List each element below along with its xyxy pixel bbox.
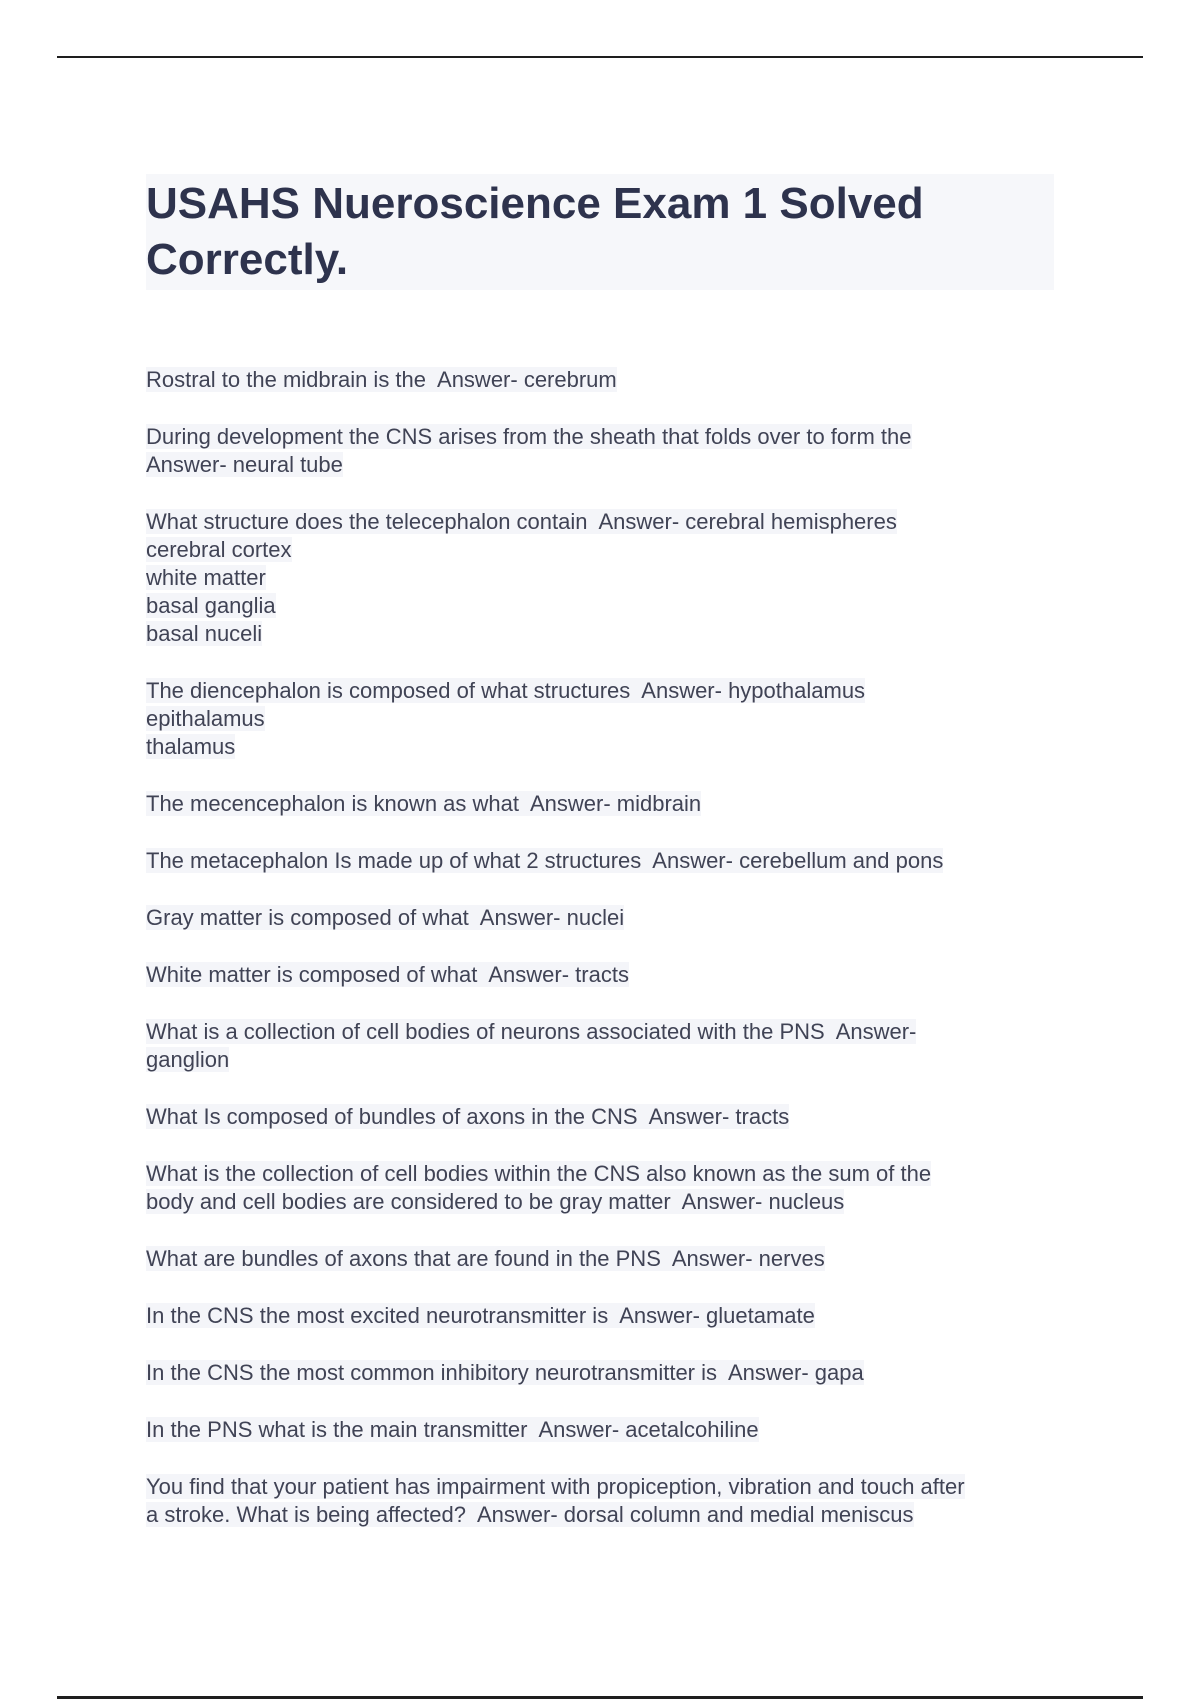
- qa-line: [146, 1302, 1076, 1330]
- qa-line-text: You find that your patient has impairment with propiception, vibration and touch after: [146, 1474, 965, 1499]
- qa-line: [146, 904, 1076, 932]
- qa-line-text: What is a collection of cell bodies of neurons associated with the PNS Answer-: [146, 1019, 917, 1044]
- qa-line-text: Rostral to the midbrain is the Answer- cerebrum: [146, 367, 617, 392]
- footer-rule: [57, 1696, 1143, 1699]
- title-block: [146, 174, 1054, 290]
- header-rule: [57, 56, 1143, 58]
- qa-item: [146, 677, 1076, 761]
- qa-line-text: What is the collection of cell bodies within the CNS also known as the sum of the: [146, 1161, 932, 1186]
- qa-line-text: In the PNS what is the main transmitter Answer- acetalcohiline: [146, 1417, 759, 1442]
- qa-line-text: Answer- neural tube: [146, 452, 343, 477]
- qa-line-text: In the CNS the most excited neurotransmitter is Answer- gluetamate: [146, 1303, 815, 1328]
- qa-item: [146, 366, 1076, 394]
- qa-line: [146, 1416, 1076, 1444]
- qa-item: [146, 1416, 1076, 1444]
- qa-item: [146, 847, 1076, 875]
- qa-line: [146, 1103, 1076, 1131]
- qa-line-text: The mecencephalon is known as what Answer- midbrain: [146, 791, 702, 816]
- qa-item: [146, 1018, 1076, 1074]
- qa-line-text: During development the CNS arises from the sheath that folds over to form the: [146, 424, 912, 449]
- qa-line: [146, 1359, 1076, 1387]
- qa-item: [146, 423, 1076, 479]
- qa-line: [146, 1160, 1076, 1188]
- qa-line-text: body and cell bodies are considered to be gray matter Answer- nucleus: [146, 1189, 845, 1214]
- qa-line: [146, 508, 1076, 536]
- qa-line: [146, 423, 1076, 451]
- qa-line-text: epithalamus: [146, 706, 265, 731]
- qa-line-text: In the CNS the most common inhibitory neurotransmitter is Answer- gapa: [146, 1360, 864, 1385]
- qa-line-text: thalamus: [146, 734, 236, 759]
- qa-line: [146, 451, 1076, 479]
- qa-line: [146, 592, 1076, 620]
- qa-list: [146, 366, 1076, 1558]
- qa-line: [146, 677, 1076, 705]
- qa-line: [146, 564, 1076, 592]
- qa-line: [146, 1188, 1076, 1216]
- document-title: USAHS Nueroscience Exam 1 Solved Correctly.: [146, 179, 924, 284]
- qa-line: [146, 733, 1076, 761]
- qa-line: [146, 366, 1076, 394]
- qa-line: [146, 1501, 1076, 1529]
- qa-item: [146, 508, 1076, 648]
- qa-item: [146, 1160, 1076, 1216]
- qa-line: [146, 1473, 1076, 1501]
- qa-line-text: White matter is composed of what Answer- tracts: [146, 962, 629, 987]
- qa-line-text: What Is composed of bundles of axons in the CNS Answer- tracts: [146, 1104, 790, 1129]
- qa-line-text: a stroke. What is being affected? Answer- dorsal column and medial meniscus: [146, 1502, 914, 1527]
- qa-line-text: What are bundles of axons that are found in the PNS Answer- nerves: [146, 1246, 825, 1271]
- qa-line-text: white matter: [146, 565, 266, 590]
- qa-item: [146, 961, 1076, 989]
- qa-line-text: The diencephalon is composed of what structures Answer- hypothalamus: [146, 678, 866, 703]
- qa-item: [146, 1302, 1076, 1330]
- qa-line: [146, 1046, 1076, 1074]
- qa-item: [146, 1359, 1076, 1387]
- qa-item: [146, 1103, 1076, 1131]
- qa-line-text: basal nuceli: [146, 621, 263, 646]
- qa-line: [146, 620, 1076, 648]
- qa-line: [146, 847, 1076, 875]
- qa-item: [146, 790, 1076, 818]
- qa-line-text: basal ganglia: [146, 593, 276, 618]
- qa-line-text: What structure does the telecephalon contain Answer- cerebral hemispheres: [146, 509, 897, 534]
- qa-item: [146, 904, 1076, 932]
- qa-line-text: cerebral cortex: [146, 537, 292, 562]
- qa-line-text: The metacephalon Is made up of what 2 structures Answer- cerebellum and pons: [146, 848, 944, 873]
- qa-line: [146, 705, 1076, 733]
- qa-line: [146, 536, 1076, 564]
- qa-line: [146, 790, 1076, 818]
- qa-line: [146, 961, 1076, 989]
- qa-item: [146, 1473, 1076, 1529]
- qa-line: [146, 1245, 1076, 1273]
- qa-line-text: Gray matter is composed of what Answer- nuclei: [146, 905, 625, 930]
- qa-item: [146, 1245, 1076, 1273]
- qa-line-text: ganglion: [146, 1047, 230, 1072]
- qa-line: [146, 1018, 1076, 1046]
